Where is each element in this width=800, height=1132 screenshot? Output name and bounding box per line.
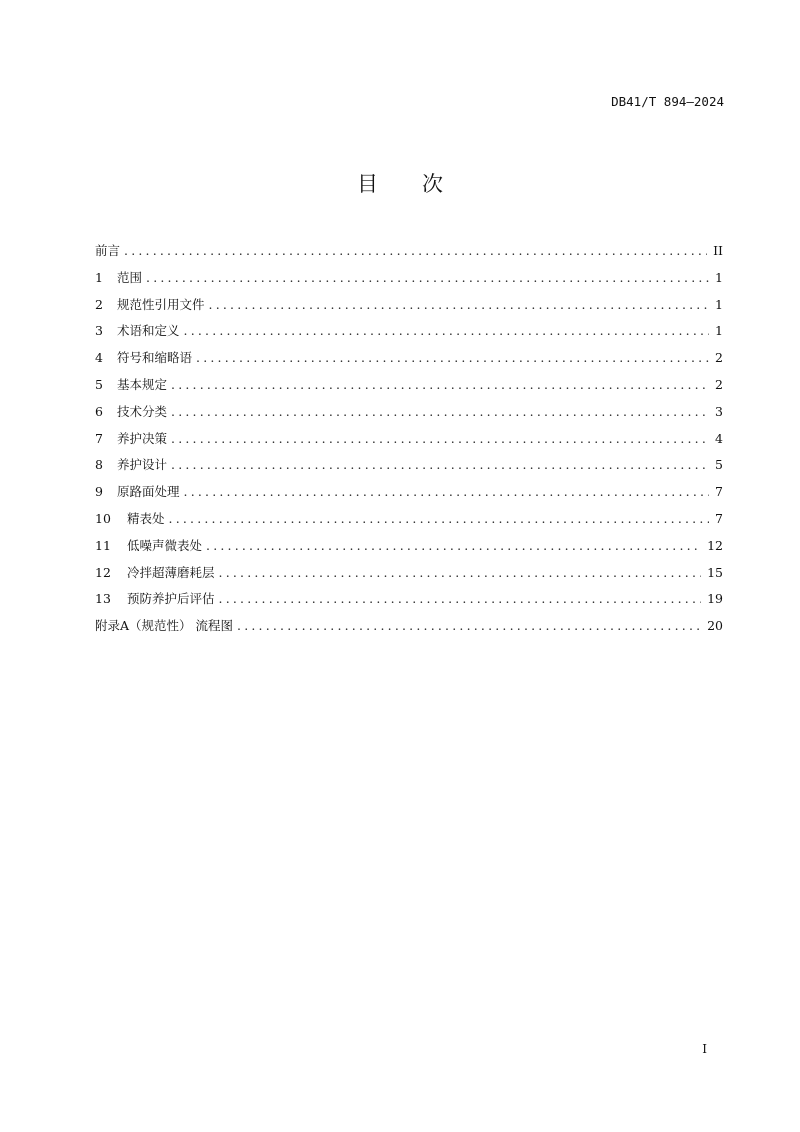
toc-entry-page: 20: [707, 618, 723, 634]
toc-entry[interactable]: [95, 375, 723, 402]
dot-leader: [219, 565, 702, 580]
title-char: 次: [422, 172, 443, 196]
dot-leader: [171, 457, 709, 472]
toc-entry-label: 术语和定义: [117, 323, 180, 339]
toc-entry-number: 4: [95, 350, 103, 366]
dot-leader: [171, 377, 709, 392]
toc-entry-number: 13: [95, 591, 111, 607]
toc-entry-label: 低噪声微表处: [127, 537, 203, 553]
toc-entry-page: 1: [715, 323, 723, 339]
toc-entry-number: 11: [95, 537, 111, 553]
toc-entry-page: 15: [707, 564, 723, 580]
standard-number: DB41/T 894—2024: [611, 94, 724, 109]
toc-entry-label: 预防养护后评估: [127, 591, 215, 607]
table-of-contents: [95, 241, 723, 643]
toc-entry-page: 12: [707, 537, 723, 553]
toc-entry-page: 3: [715, 403, 723, 419]
toc-entry[interactable]: [95, 616, 723, 643]
dot-leader: [206, 538, 701, 553]
toc-entry-label: 精表处: [127, 510, 165, 526]
dot-leader: [209, 297, 710, 312]
toc-entry[interactable]: [95, 295, 723, 322]
dot-leader: [184, 484, 710, 499]
toc-entry[interactable]: [95, 482, 723, 509]
toc-entry-label: 技术分类: [117, 403, 168, 419]
toc-entry-number: 1: [95, 269, 103, 285]
dot-leader: [169, 511, 710, 526]
toc-entry-page: 5: [715, 457, 723, 473]
toc-entry-page: 7: [715, 484, 723, 500]
toc-entry-page: II: [713, 243, 723, 258]
toc-entry[interactable]: [95, 402, 723, 429]
toc-entry-number: 7: [95, 430, 103, 446]
toc-entry-label: 养护决策: [117, 430, 168, 446]
toc-entry-label: 符号和缩略语: [117, 350, 193, 366]
toc-entry[interactable]: [95, 429, 723, 456]
toc-entry[interactable]: [95, 321, 723, 348]
dot-leader: [184, 323, 710, 338]
toc-entry-label: 原路面处理: [117, 484, 180, 500]
toc-entry-page: 1: [715, 269, 723, 285]
toc-entry-page: 4: [715, 430, 723, 446]
dot-leader: [171, 404, 709, 419]
toc-entry-number: 2: [95, 296, 103, 312]
toc-entry[interactable]: [95, 455, 723, 482]
toc-entry[interactable]: [95, 509, 723, 536]
toc-entry-label: 前言: [95, 243, 121, 258]
toc-entry[interactable]: [95, 536, 723, 563]
toc-entry-label: 冷拌超薄磨耗层: [127, 564, 215, 580]
dot-leader: [146, 270, 709, 285]
page-title: [0, 168, 800, 198]
toc-entry-number: 9: [95, 484, 103, 500]
toc-entry-page: 7: [715, 510, 723, 526]
toc-entry-number: 10: [95, 510, 111, 526]
toc-entry-number: 3: [95, 323, 103, 339]
dot-leader: [171, 431, 709, 446]
toc-entry-label: 养护设计: [117, 457, 168, 473]
page-folio: I: [702, 1042, 707, 1056]
toc-entry[interactable]: [95, 348, 723, 375]
toc-entry-label: 规范性引用文件: [117, 296, 205, 312]
toc-entry-label: 基本规定: [117, 376, 168, 392]
toc-entry[interactable]: [95, 589, 723, 616]
dot-leader: [124, 243, 707, 258]
toc-entry-number: 5: [95, 376, 103, 392]
toc-entry-page: 1: [715, 296, 723, 312]
toc-entry[interactable]: [95, 241, 723, 268]
toc-entry-page: 2: [715, 350, 723, 366]
toc-entry-label: 范围: [117, 269, 143, 285]
dot-leader: [219, 591, 702, 606]
toc-entry[interactable]: [95, 563, 723, 590]
toc-entry-page: 19: [707, 591, 723, 607]
toc-entry-number: 12: [95, 564, 111, 580]
toc-entry-number: 8: [95, 457, 103, 473]
dot-leader: [237, 618, 701, 633]
toc-entry-number: 6: [95, 403, 103, 419]
toc-entry[interactable]: [95, 268, 723, 295]
toc-entry-page: 2: [715, 376, 723, 392]
title-char: 目: [357, 172, 378, 196]
toc-entry-label: 附录A（规范性） 流程图: [95, 618, 234, 634]
dot-leader: [196, 350, 709, 365]
